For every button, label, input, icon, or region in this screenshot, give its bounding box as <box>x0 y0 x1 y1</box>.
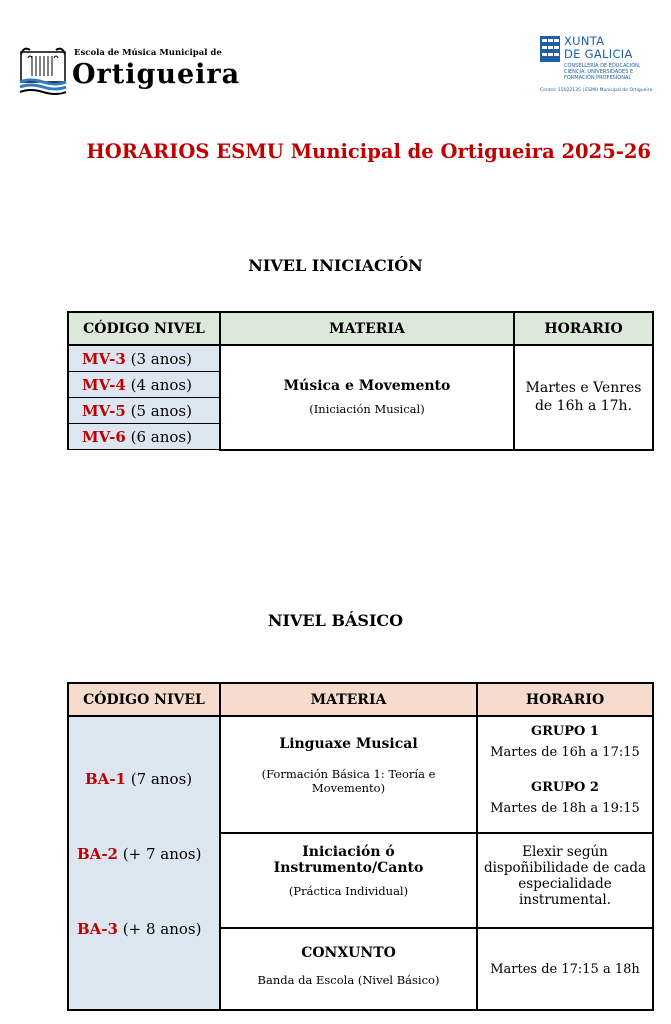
level-code: BA-3 <box>77 920 118 938</box>
materia-name: Linguaxe Musical <box>279 736 418 752</box>
horario-cell <box>514 345 653 450</box>
xunta-flag-icon <box>540 36 560 62</box>
level-code: MV-6 <box>82 427 126 446</box>
materia-name: Instrumento/Canto <box>273 860 424 876</box>
level-codes-cell <box>68 716 220 1010</box>
horario-line: Elexir según <box>522 844 608 860</box>
horario-line: Martes de 17:15 a 18h <box>490 961 640 977</box>
horario-line: instrumental. <box>518 892 612 908</box>
materia-subtitle: Movemento) <box>311 781 386 795</box>
materia-cell <box>220 833 477 928</box>
level-age: (4 anos) <box>130 375 192 394</box>
conselleria-text: CONSELLERÍA DE EDUCACIÓN, CIENCIA, UNIVERSIDADES E FORMACIÓN PROFESIONAL <box>564 63 641 81</box>
level-code: MV-5 <box>82 401 126 420</box>
table-header-row <box>68 312 653 345</box>
basico-table <box>67 682 654 1011</box>
table-row <box>68 345 653 372</box>
horario-cell <box>477 928 653 1010</box>
materia-name: CONXUNTO <box>301 945 396 961</box>
xunta-text: XUNTA <box>564 34 605 48</box>
materia-cell <box>220 345 514 450</box>
header-codigo-nivel: CÓDIGO NIVEL <box>68 683 220 716</box>
lyre-emblem-icon <box>18 44 68 96</box>
level-age: (+ 8 anos) <box>122 920 202 938</box>
level-code: MV-4 <box>82 375 126 394</box>
materia-name: Iniciación ó <box>302 844 395 860</box>
horario-cell <box>477 833 653 928</box>
xunta-logo <box>540 34 665 96</box>
grupo-label: GRUPO 2 <box>531 780 599 795</box>
grupo-label: GRUPO 1 <box>531 724 599 739</box>
level-code-cell <box>68 372 220 398</box>
header-horario: HORARIO <box>514 312 653 345</box>
header-codigo-nivel: CÓDIGO NIVEL <box>68 312 220 345</box>
materia-subtitle: Banda da Escola (Nivel Básico) <box>257 973 440 987</box>
table-header-row <box>68 683 653 716</box>
level-code: BA-2 <box>77 845 118 863</box>
galicia-text: DE GALICIA <box>564 47 633 61</box>
school-name-large: Ortigueira <box>72 59 241 90</box>
level-code-cell <box>68 345 220 372</box>
grupo-time: Martes de 18h a 19:15 <box>490 801 640 816</box>
level-age: (7 anos) <box>130 770 193 788</box>
materia-cell <box>220 716 477 833</box>
materia-subtitle: (Iniciación Musical) <box>309 402 425 417</box>
level-age: (3 anos) <box>130 349 192 368</box>
level-age: (+ 7 anos) <box>122 845 202 863</box>
section-title-basico: NIVEL BÁSICO <box>267 611 404 630</box>
school-logo <box>18 40 241 100</box>
materia-cell <box>220 928 477 1010</box>
header-materia: MATERIA <box>220 683 477 716</box>
horario-line: de 16h a 17h. <box>534 398 633 415</box>
school-name-small: Escola de Música Municipal de <box>74 48 222 58</box>
level-code: MV-3 <box>82 349 126 368</box>
page-title: HORARIOS ESMU Municipal de Ortigueira 2025-26 <box>86 140 651 163</box>
centro-text: Centro: 15022135 | ESMU Municipal de Ortigueira <box>540 88 653 93</box>
section-title-iniciacion: NIVEL INICIACIÓN <box>248 256 423 275</box>
materia-subtitle: (Práctica Individual) <box>288 884 409 898</box>
materia-name: Música e Movemento <box>283 378 451 395</box>
level-age: (5 anos) <box>130 401 192 420</box>
iniciacion-table <box>67 311 654 451</box>
level-code-line <box>85 770 192 788</box>
materia-subtitle: (Formación Básica 1: Teoría e <box>261 767 436 781</box>
level-code-line <box>77 845 201 863</box>
level-age: (6 anos) <box>130 427 192 446</box>
table-row <box>68 716 653 833</box>
horario-cell <box>477 716 653 833</box>
horario-line: Martes e Venres <box>525 380 642 397</box>
level-code-cell <box>68 398 220 424</box>
level-code: BA-1 <box>85 770 126 788</box>
header-materia: MATERIA <box>220 312 514 345</box>
horario-line: dispoñibilidade de cada <box>483 860 647 876</box>
horario-line: especialidade <box>518 876 612 892</box>
grupo-time: Martes de 16h a 17:15 <box>490 745 640 760</box>
level-code-cell <box>68 424 220 450</box>
header-horario: HORARIO <box>477 683 653 716</box>
level-code-line <box>77 920 201 938</box>
